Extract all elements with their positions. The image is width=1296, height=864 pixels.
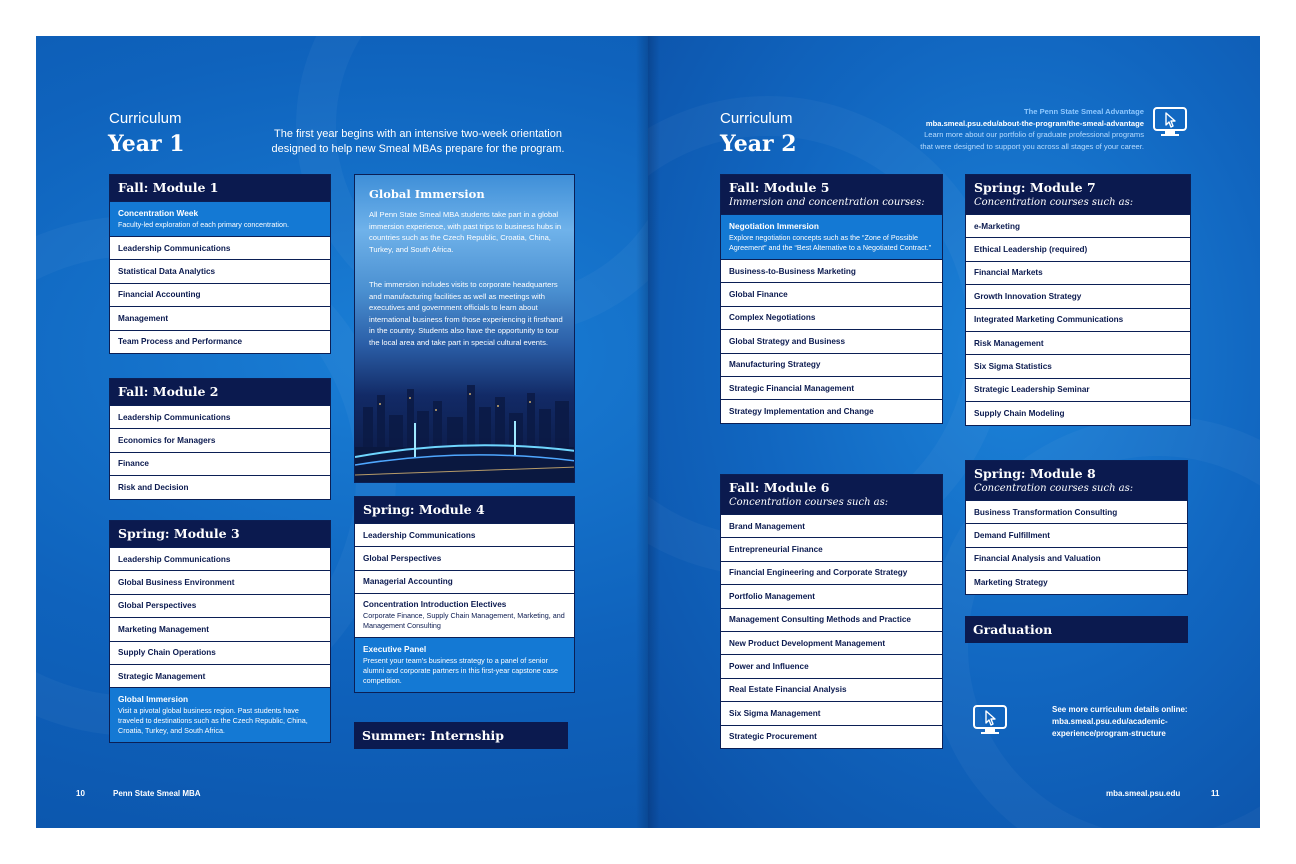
course-item: Finance (110, 452, 330, 475)
spring-module-4 (354, 496, 575, 693)
smeal-advantage-block (844, 106, 1144, 152)
year-1-title: Year 1 (108, 131, 185, 157)
course-item: Management (110, 306, 330, 329)
course-item: Supply Chain Modeling (966, 401, 1190, 424)
module-title: Spring: Module 7 (974, 180, 1096, 195)
course-item: Demand Fulfillment (966, 523, 1187, 546)
highlight-title: Executive Panel (363, 644, 427, 655)
course-item: Team Process and Performance (110, 330, 330, 353)
course-item: Financial Markets (966, 261, 1190, 284)
module-title: Spring: Module 4 (363, 502, 485, 517)
fall-module-5 (720, 174, 943, 424)
course-item: Complex Negotiations (721, 306, 942, 329)
course-item: Business-to-Business Marketing (721, 259, 942, 282)
electives-desc: Corporate Finance, Supply Chain Management, Marketing, and Management Consulting (363, 611, 565, 631)
course-item: Managerial Accounting (355, 570, 574, 593)
module-subtitle: Concentration courses such as: (974, 483, 1134, 494)
concentration-electives (355, 593, 574, 637)
footer-url: mba.smeal.psu.edu (1106, 789, 1181, 798)
course-item: Statistical Data Analytics (110, 259, 330, 282)
module-header (110, 521, 330, 547)
course-item: Global Perspectives (110, 594, 330, 617)
immersion-paragraph-1: All Penn State Smeal MBA students take part in a global immersion experience, with past trips to business hubs in countries such as the Czech Republic, Croatia, China, Turkey, and South Africa. (369, 210, 562, 254)
spring-module-8 (965, 460, 1188, 595)
course-item: Six Sigma Statistics (966, 354, 1190, 377)
negotiation-immersion-highlight (721, 214, 942, 259)
fall-module-6 (720, 474, 943, 749)
course-item: Economics for Managers (110, 428, 330, 451)
course-item: Strategy Implementation and Change (721, 399, 942, 422)
course-item: Ethical Leadership (required) (966, 237, 1190, 260)
module-header (110, 379, 330, 405)
fall-module-1 (109, 174, 331, 354)
module-title: Fall: Module 1 (118, 180, 219, 195)
advantage-line-1: Learn more about our portfolio of graduate professional programs (924, 130, 1144, 139)
course-item: Risk and Decision (110, 475, 330, 498)
course-item: Global Strategy and Business (721, 329, 942, 352)
course-item: Strategic Procurement (721, 725, 942, 748)
course-item: Power and Influence (721, 654, 942, 677)
course-item: Leadership Communications (110, 405, 330, 428)
course-item: Real Estate Financial Analysis (721, 678, 942, 701)
module-subtitle: Immersion and concentration courses: (729, 197, 925, 208)
spread-gutter (636, 36, 660, 828)
course-item: Marketing Strategy (966, 570, 1187, 593)
year-2-title: Year 2 (720, 131, 797, 157)
page-number-left: 10 (76, 789, 85, 798)
module-title: Fall: Module 2 (118, 384, 219, 399)
global-immersion-highlight (110, 687, 330, 742)
module-header (721, 175, 942, 214)
course-item: Global Finance (721, 282, 942, 305)
intro-text (248, 127, 588, 157)
course-item: e-Marketing (966, 214, 1190, 237)
course-item: Entrepreneurial Finance (721, 537, 942, 560)
course-item: Strategic Leadership Seminar (966, 378, 1190, 401)
course-item: Leadership Communications (110, 547, 330, 570)
highlight-title: Concentration Week (118, 208, 199, 218)
course-item: Manufacturing Strategy (721, 353, 942, 376)
course-item: Marketing Management (110, 617, 330, 640)
course-item: Portfolio Management (721, 584, 942, 607)
highlight-title: Global Immersion (118, 694, 189, 705)
course-item: Financial Accounting (110, 283, 330, 306)
highlight-desc: Visit a pivotal global business region. Past students have traveled to destinations such as the Czech Republic, China, Croatia, Turkey, and South Africa. (118, 706, 308, 736)
executive-panel-highlight (355, 637, 574, 692)
course-item: Strategic Management (110, 664, 330, 687)
immersion-title: Global Immersion (369, 187, 485, 201)
graduation-bar: Graduation (965, 616, 1188, 643)
module-subtitle: Concentration courses such as: (729, 497, 889, 508)
module-header (966, 461, 1187, 500)
course-item: Strategic Financial Management (721, 376, 942, 399)
footer-label: Penn State Smeal MBA (113, 789, 201, 798)
curriculum-kicker: Curriculum (720, 110, 793, 127)
module-header (110, 175, 330, 201)
intro-line-2: designed to help new Smeal MBAs prepare for the program. (271, 143, 565, 155)
course-item: Business Transformation Consulting (966, 500, 1187, 523)
course-item: Growth Innovation Strategy (966, 284, 1190, 307)
page-number-right: 11 (1211, 789, 1220, 798)
course-item: Global Perspectives (355, 546, 574, 569)
advantage-link[interactable]: mba.smeal.psu.edu/about-the-program/the-smeal-advantage (925, 118, 1144, 128)
course-item: Financial Engineering and Corporate Strategy (721, 561, 942, 584)
curriculum-kicker: Curriculum (109, 110, 182, 127)
computer-cursor-icon (1152, 106, 1188, 138)
module-title: Spring: Module 8 (974, 466, 1096, 481)
intro-line-1: The first year begins with an intensive two-week orientation (274, 128, 562, 140)
curriculum-details-link[interactable] (1052, 704, 1212, 740)
right-page (648, 36, 1260, 828)
immersion-paragraph-2: The immersion includes visits to corporate headquarters and manufacturing facilities as well as meetings with executives and government officials to learn about international business from those experiencing it firsthand in the country. Students also have the opportunity to tour the local area and take part in special cultural events. (369, 280, 563, 347)
module-header (355, 497, 574, 523)
fall-module-2 (109, 378, 331, 500)
module-header (966, 175, 1190, 214)
more-line-2: mba.smeal.psu.edu/academic- (1052, 717, 1168, 726)
course-item: Risk Management (966, 331, 1190, 354)
spring-module-7 (965, 174, 1191, 426)
advantage-line-2: that were designed to support you across all stages of your career. (920, 141, 1144, 151)
summer-internship-bar: Summer: Internship (354, 722, 568, 749)
course-item: Six Sigma Management (721, 701, 942, 724)
left-page (36, 36, 648, 828)
more-line-3: experience/program-structure (1052, 729, 1166, 738)
module-header (721, 475, 942, 514)
course-item: Supply Chain Operations (110, 641, 330, 664)
module-subtitle: Concentration courses such as: (974, 197, 1134, 208)
brochure-spread (36, 36, 1260, 828)
more-line-1: See more curriculum details online: (1052, 705, 1188, 714)
module-title: Spring: Module 3 (118, 526, 240, 541)
course-item: Brand Management (721, 514, 942, 537)
course-item: New Product Development Management (721, 631, 942, 654)
course-item: Integrated Marketing Communications (966, 308, 1190, 331)
highlight-title: Negotiation Immersion (729, 221, 819, 231)
global-immersion-photo-panel (354, 174, 575, 483)
course-item: Leadership Communications (355, 523, 574, 546)
electives-title: Concentration Introduction Electives (363, 600, 507, 610)
computer-cursor-icon (972, 704, 1008, 736)
course-item: Management Consulting Methods and Practice (721, 608, 942, 631)
course-item: Financial Analysis and Valuation (966, 547, 1187, 570)
module-title: Fall: Module 6 (729, 480, 830, 495)
highlight-desc: Faculty-led exploration of each primary concentration. (118, 220, 289, 229)
spring-module-3 (109, 520, 331, 743)
highlight-desc: Explore negotiation concepts such as the “Zone of Possible Agreement” and the “Best Alternative to a Negotiated Contract.” (729, 233, 932, 252)
concentration-week (110, 201, 330, 236)
highlight-desc: Present your team’s business strategy to a panel of senior alumni and corporate partners in this first-year capstone case competition. (363, 656, 558, 686)
course-item: Leadership Communications (110, 236, 330, 259)
advantage-title: The Penn State Smeal Advantage (1024, 107, 1144, 116)
course-item: Global Business Environment (110, 570, 330, 593)
module-title: Fall: Module 5 (729, 180, 830, 195)
